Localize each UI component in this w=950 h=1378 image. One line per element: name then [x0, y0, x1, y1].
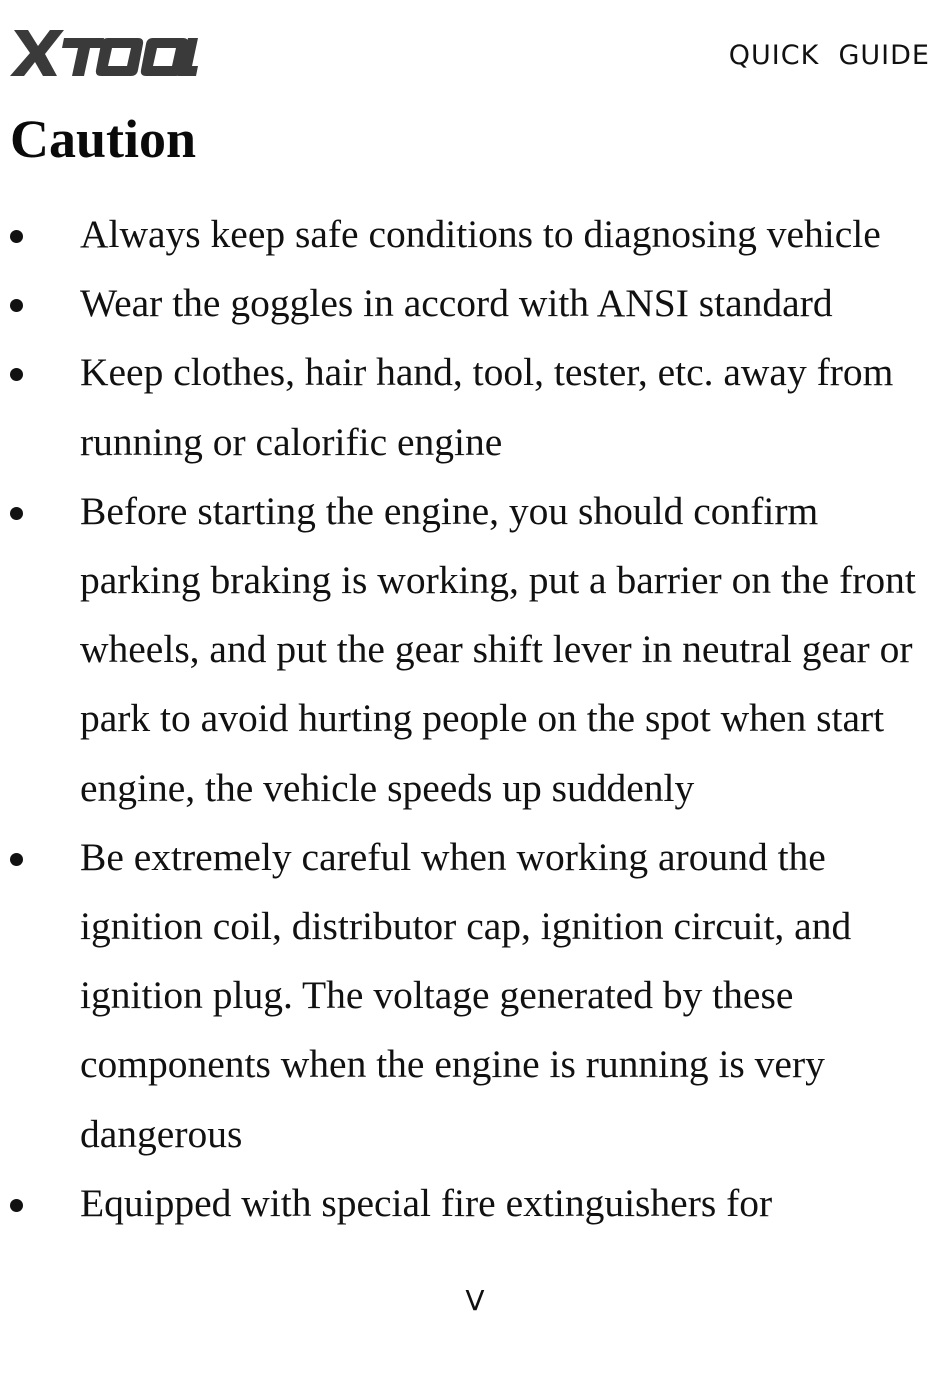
bullet-icon	[10, 507, 23, 520]
caution-item-engine-start	[0, 477, 950, 823]
bullet-icon	[10, 230, 23, 243]
quick-guide-label: QUICK GUIDE	[728, 40, 930, 71]
caution-item-fire-extinguishers	[0, 1169, 950, 1238]
bullet-icon	[10, 1199, 23, 1212]
caution-item-goggles	[0, 269, 950, 338]
bullet-icon	[10, 853, 23, 866]
caution-item-text: Be extremely careful when working around the ignition coil, distributor cap, ignition circuit, and ignition plug. The voltage generated by these components when the engine is running is very dangerous	[80, 834, 852, 1156]
caution-item-keep-away	[0, 338, 950, 476]
bullet-icon	[10, 368, 23, 381]
caution-item-text: Keep clothes, hair hand, tool, tester, etc. away from running or calorific engine	[80, 350, 894, 464]
caution-item-text: Always keep safe conditions to diagnosing vehicle	[80, 212, 881, 256]
page-header	[0, 0, 950, 100]
caution-item-text: Before starting the engine, you should confirm parking braking is working, put a barrier on the front wheels, and put the gear shift lever in neutral gear or park to avoid hurting people on the spot when start engine, the vehicle speeds up suddenly	[80, 488, 916, 810]
bullet-icon	[10, 299, 23, 312]
page-title: Caution	[10, 109, 197, 169]
xtool-logo	[8, 26, 198, 80]
caution-item-safe-conditions	[0, 200, 950, 269]
caution-item-ignition	[0, 823, 950, 1169]
caution-item-text: Equipped with special fire extinguishers for	[80, 1180, 773, 1225]
caution-item-text: Wear the goggles in accord with ANSI standard	[80, 281, 833, 326]
page-number: V	[465, 1284, 485, 1317]
caution-list	[0, 200, 950, 1238]
